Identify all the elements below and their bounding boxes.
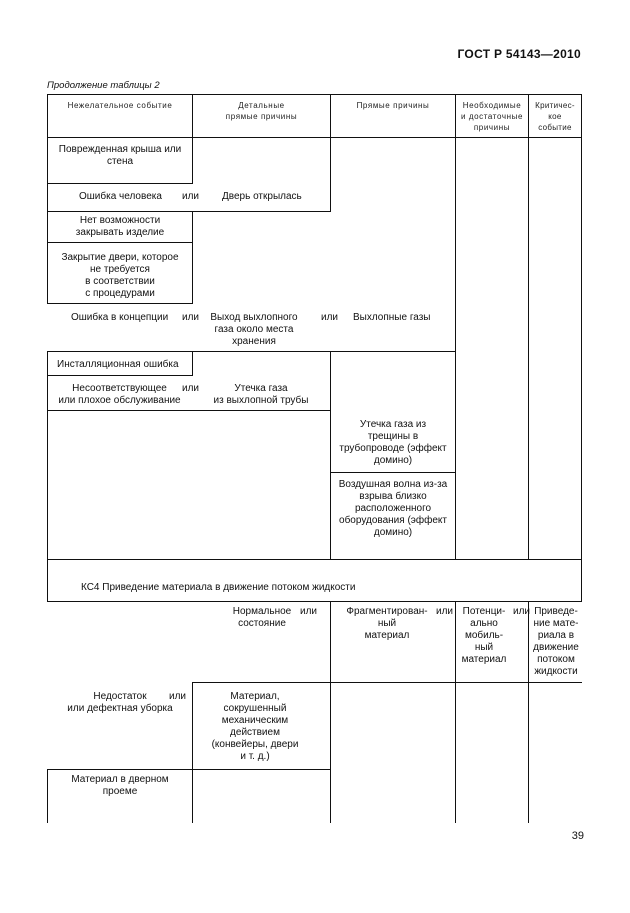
cell-gas-leak-exhaust-pipe: Утечка газа из выхлопной трубы xyxy=(213,383,309,406)
table-caption: Продолжение таблицы 2 xyxy=(47,80,160,91)
cell-improper-service-line1: Несоответствующее или плохое обслуживание xyxy=(58,383,181,406)
cell-fragmented-material: Фрагментирован- ный материал xyxy=(346,606,428,641)
cell-blast-wave: Воздушная волна из-за взрыва близко расположенного оборудования (эффект домино) xyxy=(338,479,448,538)
cell-potentially-mobile: Потенци- ально мобиль- ный материал xyxy=(461,606,507,665)
cell-or-connector: или xyxy=(182,383,200,394)
cell-or-connector: или xyxy=(513,606,531,617)
cell-damaged-roof: Поврежденная крыша или стена xyxy=(58,144,182,167)
cell-closing-not-required: Закрытие двери, которое не требуется в соответствии с процедурами xyxy=(61,252,179,299)
column-header-necessary-causes: Необходимые и достаточные причины xyxy=(460,101,524,132)
cell-crushed-material: Материал, сокрушенный механическим действием (конвейеры, двери и т. д.) xyxy=(211,691,299,762)
cell-or-connector: или xyxy=(182,312,200,323)
column-header-critical-event: Критичес- кое событие xyxy=(535,101,575,132)
cell-door-opened: Дверь открылась xyxy=(222,191,302,202)
section-kc4-title: КС4 Приведение материала в движение потоком жидкости xyxy=(81,582,356,593)
cell-normal-state: Нормальное состояние xyxy=(232,606,292,629)
cell-installation-error: Инсталляционная ошибка xyxy=(57,359,179,370)
cell-or-connector: или xyxy=(169,691,187,702)
cell-material-in-doorway: Материал в дверном проеме xyxy=(71,774,169,797)
cell-poor-cleaning: Недостаток или дефектная уборка xyxy=(67,691,173,714)
cell-pipe-crack-leak: Утечка газа из трещины в трубопроводе (эффект домино) xyxy=(339,419,447,466)
column-header-undesired-event: Нежелательное событие xyxy=(67,101,173,110)
cell-human-error: Ошибка человека xyxy=(79,191,162,202)
document-id: ГОСТ Р 54143—2010 xyxy=(457,47,581,61)
cell-or-connector: или xyxy=(436,606,454,617)
cell-concept-error: Ошибка в концепции xyxy=(71,312,169,323)
cell-or-connector: или xyxy=(300,606,318,617)
cell-or-connector: или xyxy=(321,312,339,323)
cell-exhaust-near-storage: Выход выхлопного газа около места хранения xyxy=(210,312,298,347)
cell-set-in-motion: Приведе- ние мате- риала в движение потоком жидкости xyxy=(533,606,579,677)
cell-cannot-close: Нет возможности закрывать изделие xyxy=(75,215,165,238)
column-header-direct-causes: Прямые причины xyxy=(356,101,430,110)
cell-exhaust-gases: Выхлопные газы xyxy=(353,312,431,323)
page-number: 39 xyxy=(571,830,584,842)
cell-or-connector: или xyxy=(182,191,200,202)
column-header-detailed-causes: Детальные прямые причины xyxy=(225,101,298,121)
